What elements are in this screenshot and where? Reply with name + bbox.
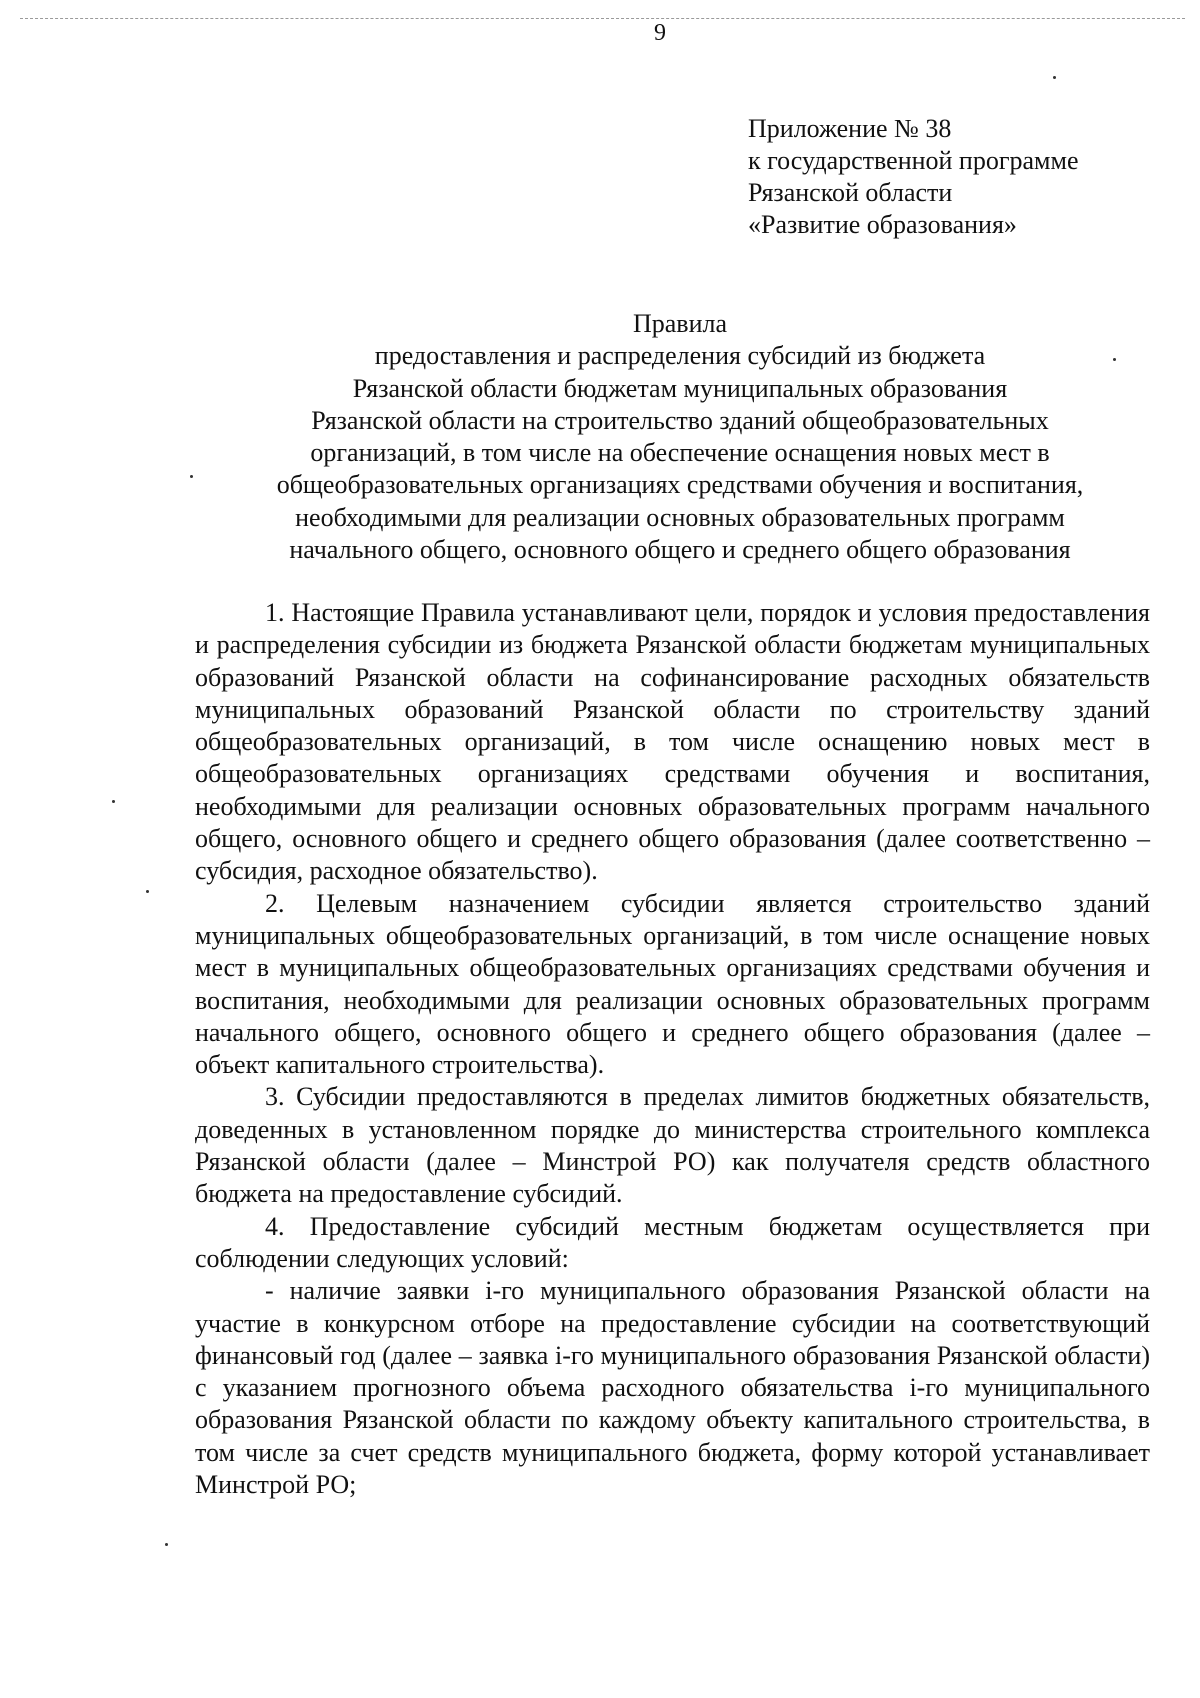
- scan-speck: [146, 890, 149, 893]
- document-title: [180, 308, 1180, 566]
- appendix-line: Приложение № 38: [748, 114, 952, 143]
- paragraph-4-condition: - наличие заявки i-го муниципального образования Рязанской области на участие в конкурсном отборе на предоставление субсидии на соответствующий финансовый год (далее – заявка i-го муниципального образования Рязанской области) с указанием прогнозного объема расходного обязательства i-го муниципального образования Рязанской области по каждому объекту капитального строительства, в том числе за счет средств муниципального бюджета, форму которой устанавливает Минстрой РО;: [195, 1276, 1150, 1500]
- title-line: организаций, в том числе на обеспечение оснащения новых мест в: [310, 438, 1050, 468]
- paragraph-1: 1. Настоящие Правила устанавливают цели, порядок и условия предоставления и распределения субсидии из бюджета Рязанской области бюджетам муниципальных образований Рязанской области на софинансирование расходных обязательств муниципальных образований Рязанской области по строительству зданий общеобразовательных организаций, в том числе оснащению новых мест в общеобразовательных организациях средствами обучения и воспитания, необходимыми для реализации основных образовательных программ начального общего, основного общего и среднего общего образования (далее соответственно – субсидия, расходное обязательство).: [195, 598, 1150, 886]
- title-line: начального общего, основного общего и среднего общего образования: [289, 535, 1071, 565]
- document-body: [195, 597, 1150, 1501]
- scan-speck: [190, 475, 193, 478]
- paragraph-3: 3. Субсидии предоставляются в пределах лимитов бюджетных обязательств, доведенных в установленном порядке до министерства строительного комплекса Рязанской области (далее – Минстрой РО) как получателя средств областного бюджета на предоставление субсидий.: [195, 1082, 1150, 1209]
- appendix-header: [748, 113, 1079, 241]
- scan-speck: [165, 1543, 168, 1546]
- appendix-line: «Развитие образования»: [748, 210, 1017, 239]
- title-line: необходимыми для реализации основных образовательных программ: [295, 502, 1065, 532]
- title-line: Правила: [632, 309, 728, 338]
- paragraph-2: 2. Целевым назначением субсидии является строительство зданий муниципальных общеобразовательных организаций, в том числе оснащение новых мест в муниципальных общеобразовательных организациях средствами обучения и воспитания, необходимыми для реализации основных образовательных программ начального общего, основного общего и среднего общего образования (далее – объект капитального строительства).: [195, 888, 1150, 1080]
- title-line: Рязанской области на строительство зданий общеобразовательных: [311, 405, 1049, 435]
- scan-speck: [1053, 76, 1056, 79]
- title-line: предоставления и распределения субсидий из бюджета: [374, 341, 986, 371]
- paragraph-4: 4. Предоставление субсидий местным бюджетам осуществляется при соблюдении следующих условий:: [195, 1211, 1150, 1273]
- scan-edge-line: [20, 18, 1185, 19]
- page-number: 9: [654, 20, 666, 46]
- scan-speck: [1113, 358, 1116, 361]
- scan-speck: [112, 800, 115, 803]
- appendix-line: к государственной программе: [748, 146, 1079, 175]
- title-line: Рязанской области бюджетам муниципальных образования: [352, 373, 1008, 403]
- title-line: общеобразовательных организациях средствами обучения и воспитания,: [276, 470, 1084, 500]
- appendix-line: Рязанской области: [748, 178, 953, 207]
